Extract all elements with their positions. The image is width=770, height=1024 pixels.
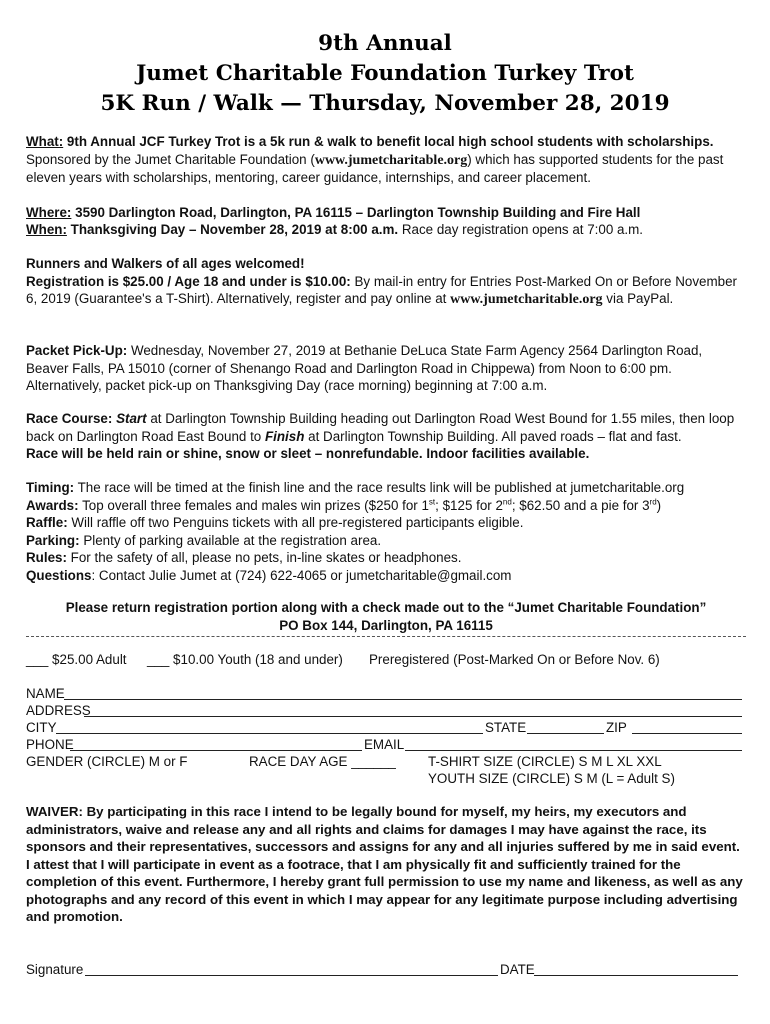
title-line-3: 5K Run / Walk — Thursday, November 28, 2019 bbox=[100, 91, 670, 116]
state-label: STATE bbox=[485, 720, 527, 735]
when-bold-text: Thanksgiving Day – November 28, 2019 at 8:00 a.m. bbox=[70, 222, 399, 237]
awards-sup-2: nd bbox=[502, 497, 512, 507]
adult-fee-option[interactable]: ___ $25.00 Adult bbox=[26, 652, 127, 667]
return-instructions bbox=[26, 599, 746, 634]
rules-text: For the safety of all, please no pets, in-line skates or headphones. bbox=[70, 550, 462, 565]
course-label: Race Course: bbox=[26, 411, 113, 426]
registration-fee: Registration is $25.00 / Age 18 and under is $10.00: bbox=[26, 273, 351, 289]
phone-label: PHONE bbox=[26, 737, 74, 752]
tshirt-size-select[interactable]: T-SHIRT SIZE (CIRCLE) S M L XL XXL bbox=[428, 754, 662, 769]
registration-text-2: via PayPal. bbox=[606, 291, 674, 306]
course-text-2: at Darlington Township Building. All paved roads – flat and fast. bbox=[308, 428, 682, 444]
what-bold-text: 9th Annual JCF Turkey Trot is a 5k run & walk to benefit local high school students with scholarships. bbox=[66, 134, 714, 149]
course-start-word: Start bbox=[116, 411, 147, 426]
questions-row bbox=[26, 567, 746, 585]
waiver-text: WAIVER: By participating in this race I intend to be legally bound for myself, my heirs, my executors and administrators, waive and release any and all rights and claims for damages I may have against the race, its sponsors and their representatives, successors and assigns for any and all injuries suffered by me in said event. I attest that I will participate in event as a footrace, that I am physically fit and sufficiently trained for the completion of this event. Furthermore, I hereby grant full permission to use my name and likeness, as well as any photographs and any record of this event in which I may appear for any legitimate purpose including advertising and promotion. bbox=[26, 804, 743, 924]
cut-line-divider bbox=[26, 636, 746, 637]
date-label: DATE bbox=[500, 962, 535, 977]
gender-select[interactable]: GENDER (CIRCLE) M or F bbox=[26, 754, 188, 769]
course-finish-word: Finish bbox=[264, 428, 305, 444]
parking-label: Parking: bbox=[26, 532, 80, 548]
race-day-age-field[interactable]: RACE DAY AGE ______ bbox=[249, 754, 396, 769]
awards-row bbox=[26, 497, 746, 515]
where-section bbox=[26, 204, 746, 222]
timing-row bbox=[26, 479, 746, 497]
title-line-2: Jumet Charitable Foundation Turkey Trot bbox=[136, 61, 634, 86]
name-label: NAME bbox=[26, 686, 65, 701]
raffle-row bbox=[26, 514, 746, 532]
course-text-1: at Darlington Township Building heading out Darlington Road West Bound for 1.55 miles, then loop back on Darlington Road East Bound to bbox=[26, 411, 735, 444]
phone-field[interactable] bbox=[70, 736, 362, 751]
email-field[interactable] bbox=[405, 736, 742, 751]
awards-text-b: ; $125 for 2 bbox=[435, 497, 503, 513]
document-title bbox=[0, 29, 770, 119]
race-course-section bbox=[26, 410, 746, 463]
zip-label: ZIP bbox=[606, 720, 627, 735]
youth-fee-option[interactable]: ___ $10.00 Youth (18 and under) bbox=[147, 652, 343, 667]
course-rain-notice: Race will be held rain or shine, snow or sleet – nonrefundable. Indoor facilities available. bbox=[26, 446, 590, 461]
awards-sup-3: rd bbox=[649, 497, 657, 507]
awards-text-d: ) bbox=[656, 497, 662, 513]
raffle-text: Will raffle off two Penguins tickets with all pre-registered participants eligible. bbox=[71, 515, 524, 530]
city-label: CITY bbox=[26, 720, 57, 735]
email-label: EMAIL bbox=[364, 737, 405, 752]
return-line-1: Please return registration portion along with a check made out to the “Jumet Charitable Foundation” bbox=[65, 600, 707, 615]
packet-pickup-section bbox=[26, 342, 746, 395]
return-line-2: PO Box 144, Darlington, PA 16115 bbox=[279, 617, 493, 633]
rules-label: Rules: bbox=[26, 550, 67, 565]
packet-label: Packet Pick-Up: bbox=[26, 343, 128, 358]
questions-label: Questions bbox=[26, 567, 92, 583]
when-text: Race day registration opens at 7:00 a.m. bbox=[401, 222, 644, 237]
state-field[interactable] bbox=[527, 719, 604, 734]
address-label: ADDRESS bbox=[26, 703, 91, 718]
preregistered-note: Preregistered (Post-Marked On or Before Nov. 6) bbox=[369, 652, 660, 667]
parking-row bbox=[26, 532, 746, 550]
what-section bbox=[26, 133, 746, 187]
what-url: www.jumetcharitable.org bbox=[314, 152, 468, 168]
address-field[interactable] bbox=[84, 702, 742, 717]
timing-label: Timing: bbox=[26, 480, 75, 495]
when-label: When: bbox=[26, 222, 67, 237]
youth-size-select[interactable]: YOUTH SIZE (CIRCLE) S M (L = Adult S) bbox=[428, 771, 675, 786]
what-text-1: Sponsored by the Jumet Charitable Foundation ( bbox=[26, 151, 315, 167]
signature-field[interactable] bbox=[85, 961, 498, 976]
parking-text: Plenty of parking available at the registration area. bbox=[83, 532, 382, 548]
registration-text-1: By mail-in entry for Entries Post-Marked On or Before November 6, 2019 (Guarantee's a T-Shirt). Alternatively, register and pay online at bbox=[26, 273, 737, 306]
city-field[interactable] bbox=[56, 719, 483, 734]
when-section bbox=[26, 221, 746, 239]
packet-text: Wednesday, November 27, 2019 at Bethanie DeLuca State Farm Agency 2564 Darlington Road, Beaver Falls, PA 15010 (corner of Shenango Road and Darlington Road in Chippewa) from Noon to 6:00 pm. Alternatively, packet pick-up on Thanksgiving Day (race morning) beginning at 7:00 a.m. bbox=[26, 343, 703, 393]
signature-label: Signature bbox=[26, 962, 84, 977]
questions-text: : Contact Julie Jumet at (724) 622-4065 or jumetcharitable@gmail.com bbox=[91, 567, 512, 583]
registration-url: www.jumetcharitable.org bbox=[450, 292, 603, 307]
where-text: 3590 Darlington Road, Darlington, PA 16115 – Darlington Township Building and Fire Hall bbox=[75, 205, 641, 220]
date-field[interactable] bbox=[534, 961, 738, 976]
timing-text: The race will be timed at the finish line and the race results link will be published at jumetcharitable.org bbox=[77, 480, 685, 495]
registration-headline: Runners and Walkers of all ages welcomed! bbox=[26, 256, 305, 271]
raffle-label: Raffle: bbox=[26, 515, 68, 530]
where-label: Where: bbox=[26, 205, 72, 220]
zip-field[interactable] bbox=[632, 719, 742, 734]
awards-text-c: ; $62.50 and a pie for 3 bbox=[511, 497, 650, 513]
what-label: What: bbox=[26, 134, 64, 149]
rules-row bbox=[26, 549, 746, 567]
registration-section bbox=[26, 255, 746, 309]
title-line-1: 9th Annual bbox=[318, 31, 452, 56]
what-text-2: ) which has supported students for the past eleven years with scholarships, mentoring, career guidance, internships, and career placement. bbox=[26, 151, 724, 185]
info-section bbox=[26, 479, 746, 584]
awards-sup-1: st bbox=[428, 497, 436, 507]
awards-label: Awards: bbox=[26, 497, 79, 513]
name-field[interactable] bbox=[64, 685, 742, 700]
awards-text-a: Top overall three females and males win prizes ($250 for 1 bbox=[82, 497, 429, 513]
